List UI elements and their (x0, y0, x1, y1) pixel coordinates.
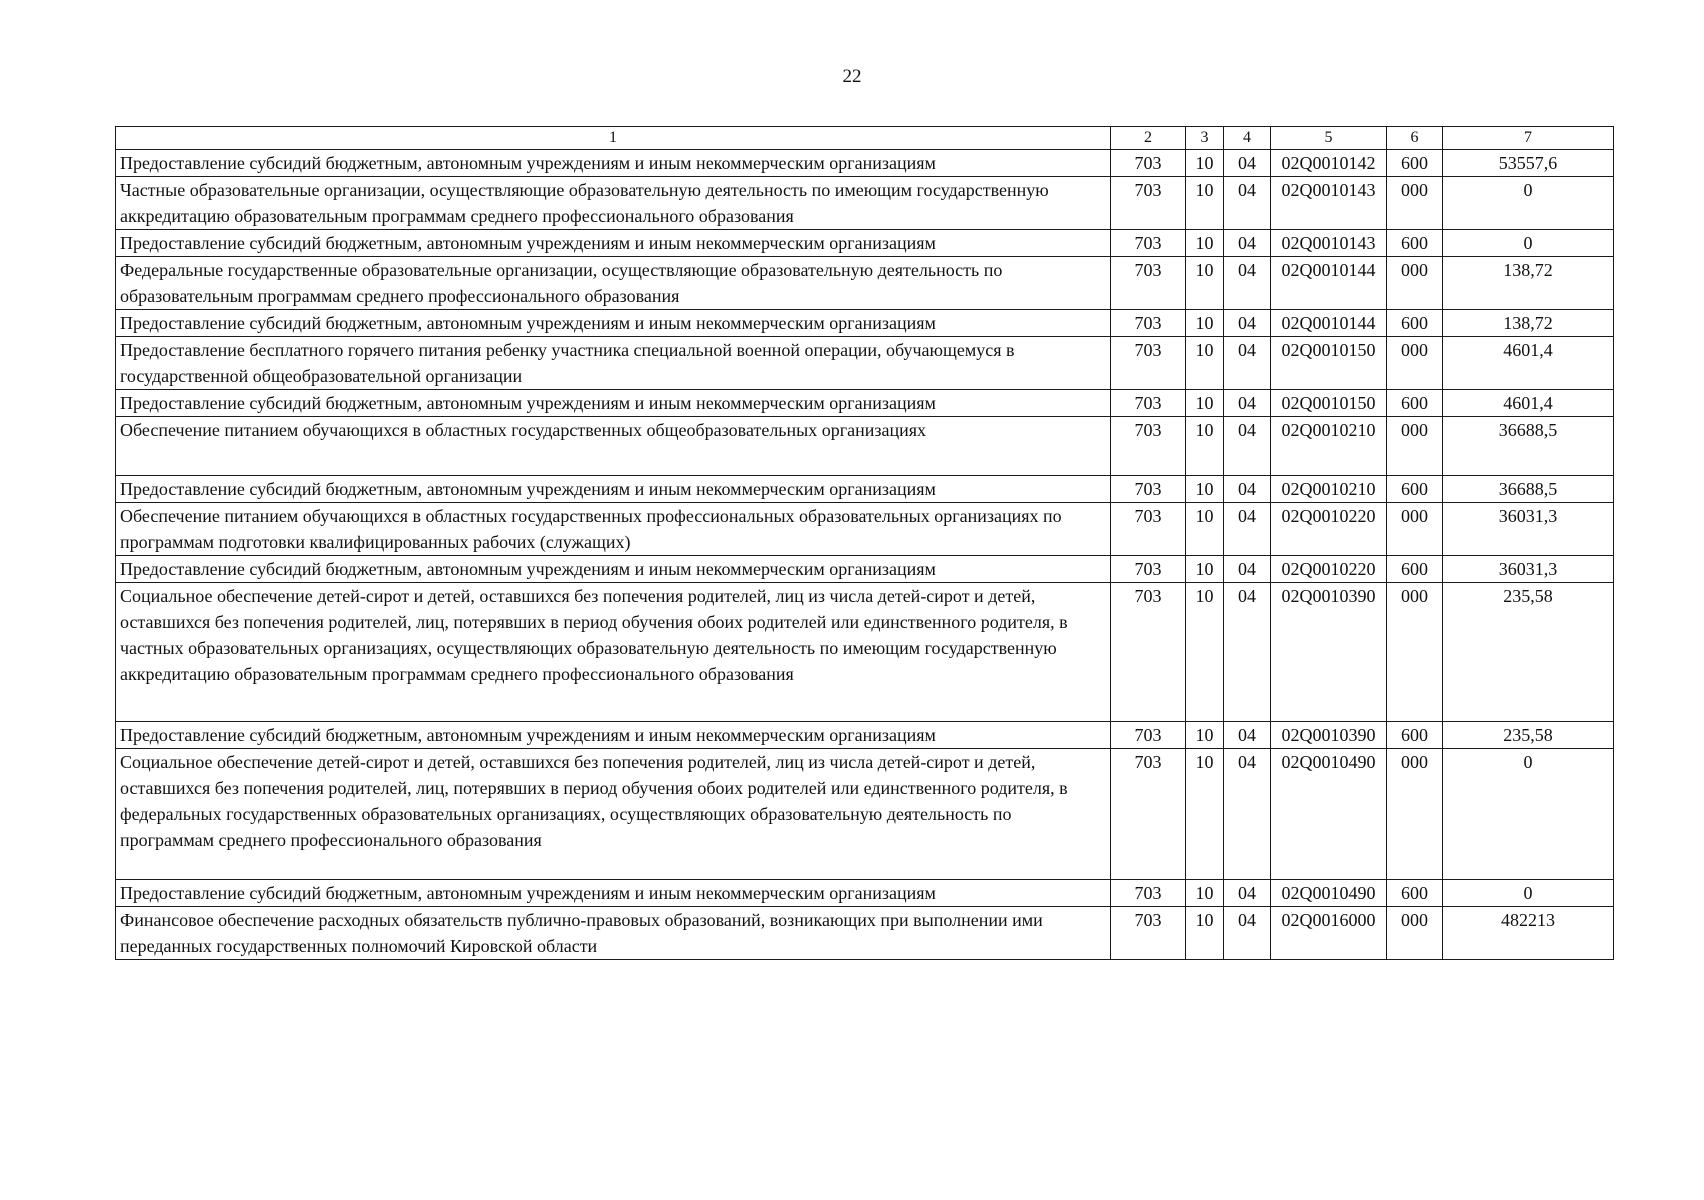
row-col-3: 10 (1186, 417, 1224, 476)
row-col-7: 138,72 (1443, 310, 1614, 337)
row-col-2: 703 (1111, 503, 1186, 556)
row-col-2: 703 (1111, 150, 1186, 177)
row-col-7: 36031,3 (1443, 503, 1614, 556)
row-col-7: 0 (1443, 230, 1614, 257)
row-col-4: 04 (1224, 722, 1271, 749)
row-col-5: 02Q0010150 (1271, 390, 1387, 417)
row-col-5: 02Q0010143 (1271, 230, 1387, 257)
row-description: Предоставление субсидий бюджетным, автономным учреждениям и иным некоммерческим организациям (116, 556, 1111, 583)
row-col-2: 703 (1111, 230, 1186, 257)
row-col-4: 04 (1224, 257, 1271, 310)
row-col-7: 36031,3 (1443, 556, 1614, 583)
table-row (116, 150, 1614, 177)
row-description: Предоставление субсидий бюджетным, автономным учреждениям и иным некоммерческим организациям (116, 476, 1111, 503)
row-col-7: 235,58 (1443, 722, 1614, 749)
row-col-6: 000 (1387, 583, 1443, 722)
row-col-6: 600 (1387, 390, 1443, 417)
row-col-7: 4601,4 (1443, 337, 1614, 390)
row-col-7: 36688,5 (1443, 417, 1614, 476)
row-col-7: 138,72 (1443, 257, 1614, 310)
table-row (116, 230, 1614, 257)
row-description: Предоставление субсидий бюджетным, автономным учреждениям и иным некоммерческим организациям (116, 150, 1111, 177)
row-col-5: 02Q0010144 (1271, 257, 1387, 310)
row-col-2: 703 (1111, 417, 1186, 476)
row-col-6: 600 (1387, 150, 1443, 177)
page-number: 22 (842, 66, 862, 87)
row-col-5: 02Q0016000 (1271, 907, 1387, 960)
row-col-3: 10 (1186, 880, 1224, 907)
row-col-6: 000 (1387, 503, 1443, 556)
row-col-3: 10 (1186, 257, 1224, 310)
row-col-6: 000 (1387, 417, 1443, 476)
row-col-2: 703 (1111, 722, 1186, 749)
row-description: Частные образовательные организации, осуществляющие образовательную деятельность по имеющим государственную аккредитацию образовательным программам среднего профессионального образования (116, 177, 1111, 230)
row-col-2: 703 (1111, 177, 1186, 230)
table-row (116, 749, 1614, 880)
table-row (116, 417, 1614, 476)
row-col-3: 10 (1186, 150, 1224, 177)
row-description: Предоставление субсидий бюджетным, автономным учреждениям и иным некоммерческим организациям (116, 880, 1111, 907)
column-header-4: 4 (1224, 127, 1271, 150)
row-col-5: 02Q0010150 (1271, 337, 1387, 390)
table-row (116, 390, 1614, 417)
row-col-2: 703 (1111, 880, 1186, 907)
table-row (116, 337, 1614, 390)
row-col-3: 10 (1186, 230, 1224, 257)
row-col-4: 04 (1224, 556, 1271, 583)
row-description: Обеспечение питанием обучающихся в областных государственных общеобразовательных организациях (116, 417, 1111, 476)
row-description: Федеральные государственные образовательные организации, осуществляющие образовательную деятельность по образовательным программам среднего профессионального образования (116, 257, 1111, 310)
row-col-4: 04 (1224, 337, 1271, 390)
row-col-4: 04 (1224, 230, 1271, 257)
row-col-5: 02Q0010210 (1271, 417, 1387, 476)
column-header-1: 1 (116, 127, 1111, 150)
row-description: Предоставление субсидий бюджетным, автономным учреждениям и иным некоммерческим организациям (116, 230, 1111, 257)
row-col-7: 4601,4 (1443, 390, 1614, 417)
row-col-3: 10 (1186, 907, 1224, 960)
row-col-2: 703 (1111, 257, 1186, 310)
row-col-2: 703 (1111, 583, 1186, 722)
column-header-2: 2 (1111, 127, 1186, 150)
row-col-6: 000 (1387, 907, 1443, 960)
row-col-6: 000 (1387, 257, 1443, 310)
row-col-3: 10 (1186, 556, 1224, 583)
row-description: Предоставление бесплатного горячего питания ребенку участника специальной военной операции, обучающемуся в государственной общеобразовательной организации (116, 337, 1111, 390)
row-col-5: 02Q0010210 (1271, 476, 1387, 503)
table-row (116, 722, 1614, 749)
row-col-4: 04 (1224, 417, 1271, 476)
row-col-2: 703 (1111, 749, 1186, 880)
table-row (116, 503, 1614, 556)
row-description: Социальное обеспечение детей-сирот и детей, оставшихся без попечения родителей, лиц из числа детей-сирот и детей, оставшихся без попечения родителей, лиц, потерявших в период обучения обоих родителей или единственного родителя, в федеральных государственных образовательных организациях, осуществляющих образовательную деятельность по программам среднего профессионального образования (116, 749, 1111, 880)
row-col-6: 600 (1387, 880, 1443, 907)
row-col-4: 04 (1224, 177, 1271, 230)
row-col-6: 000 (1387, 177, 1443, 230)
row-col-3: 10 (1186, 310, 1224, 337)
row-col-5: 02Q0010390 (1271, 583, 1387, 722)
table-row (116, 257, 1614, 310)
row-col-2: 703 (1111, 476, 1186, 503)
row-col-3: 10 (1186, 177, 1224, 230)
column-header-6: 6 (1387, 127, 1443, 150)
row-col-4: 04 (1224, 476, 1271, 503)
row-col-7: 0 (1443, 749, 1614, 880)
table-row (116, 583, 1614, 722)
row-col-6: 600 (1387, 556, 1443, 583)
row-col-5: 02Q0010490 (1271, 749, 1387, 880)
row-col-6: 600 (1387, 230, 1443, 257)
row-col-7: 482213 (1443, 907, 1614, 960)
table-row (116, 907, 1614, 960)
row-col-4: 04 (1224, 390, 1271, 417)
row-col-6: 600 (1387, 476, 1443, 503)
row-col-5: 02Q0010142 (1271, 150, 1387, 177)
row-col-7: 53557,6 (1443, 150, 1614, 177)
row-col-2: 703 (1111, 556, 1186, 583)
column-header-3: 3 (1186, 127, 1224, 150)
row-col-2: 703 (1111, 907, 1186, 960)
row-description: Предоставление субсидий бюджетным, автономным учреждениям и иным некоммерческим организациям (116, 390, 1111, 417)
column-header-5: 5 (1271, 127, 1387, 150)
row-col-3: 10 (1186, 749, 1224, 880)
row-col-2: 703 (1111, 310, 1186, 337)
row-col-6: 600 (1387, 722, 1443, 749)
row-col-3: 10 (1186, 476, 1224, 503)
row-col-5: 02Q0010144 (1271, 310, 1387, 337)
row-description: Обеспечение питанием обучающихся в областных государственных профессиональных образовательных организациях по программам подготовки квалифицированных рабочих (служащих) (116, 503, 1111, 556)
row-description: Финансовое обеспечение расходных обязательств публично-правовых образований, возникающих при выполнении ими переданных государственных полномочий Кировской области (116, 907, 1111, 960)
row-col-4: 04 (1224, 310, 1271, 337)
header-row (116, 127, 1614, 150)
table-row (116, 177, 1614, 230)
row-col-7: 0 (1443, 177, 1614, 230)
row-col-7: 0 (1443, 880, 1614, 907)
row-col-4: 04 (1224, 583, 1271, 722)
row-col-5: 02Q0010143 (1271, 177, 1387, 230)
row-description: Предоставление субсидий бюджетным, автономным учреждениям и иным некоммерческим организациям (116, 310, 1111, 337)
row-col-4: 04 (1224, 503, 1271, 556)
table-row (116, 556, 1614, 583)
row-col-3: 10 (1186, 583, 1224, 722)
row-col-4: 04 (1224, 907, 1271, 960)
row-description: Предоставление субсидий бюджетным, автономным учреждениям и иным некоммерческим организациям (116, 722, 1111, 749)
row-col-3: 10 (1186, 503, 1224, 556)
row-col-5: 02Q0010220 (1271, 556, 1387, 583)
row-col-7: 36688,5 (1443, 476, 1614, 503)
table-row (116, 476, 1614, 503)
row-col-5: 02Q0010390 (1271, 722, 1387, 749)
row-col-3: 10 (1186, 390, 1224, 417)
row-col-4: 04 (1224, 150, 1271, 177)
row-col-3: 10 (1186, 722, 1224, 749)
row-description: Социальное обеспечение детей-сирот и детей, оставшихся без попечения родителей, лиц из числа детей-сирот и детей, оставшихся без попечения родителей, лиц, потерявших в период обучения обоих родителей или единственного родителя, в частных образовательных организациях, осуществляющих образовательную деятельность по имеющим государственную аккредитацию образовательным программам среднего профессионального образования (116, 583, 1111, 722)
table-row (116, 880, 1614, 907)
row-col-6: 600 (1387, 310, 1443, 337)
row-col-5: 02Q0010220 (1271, 503, 1387, 556)
row-col-5: 02Q0010490 (1271, 880, 1387, 907)
row-col-2: 703 (1111, 390, 1186, 417)
row-col-6: 000 (1387, 749, 1443, 880)
table-row (116, 310, 1614, 337)
row-col-4: 04 (1224, 880, 1271, 907)
row-col-6: 000 (1387, 337, 1443, 390)
row-col-7: 235,58 (1443, 583, 1614, 722)
column-header-7: 7 (1443, 127, 1614, 150)
row-col-3: 10 (1186, 337, 1224, 390)
row-col-4: 04 (1224, 749, 1271, 880)
row-col-2: 703 (1111, 337, 1186, 390)
budget-table (115, 126, 1614, 960)
